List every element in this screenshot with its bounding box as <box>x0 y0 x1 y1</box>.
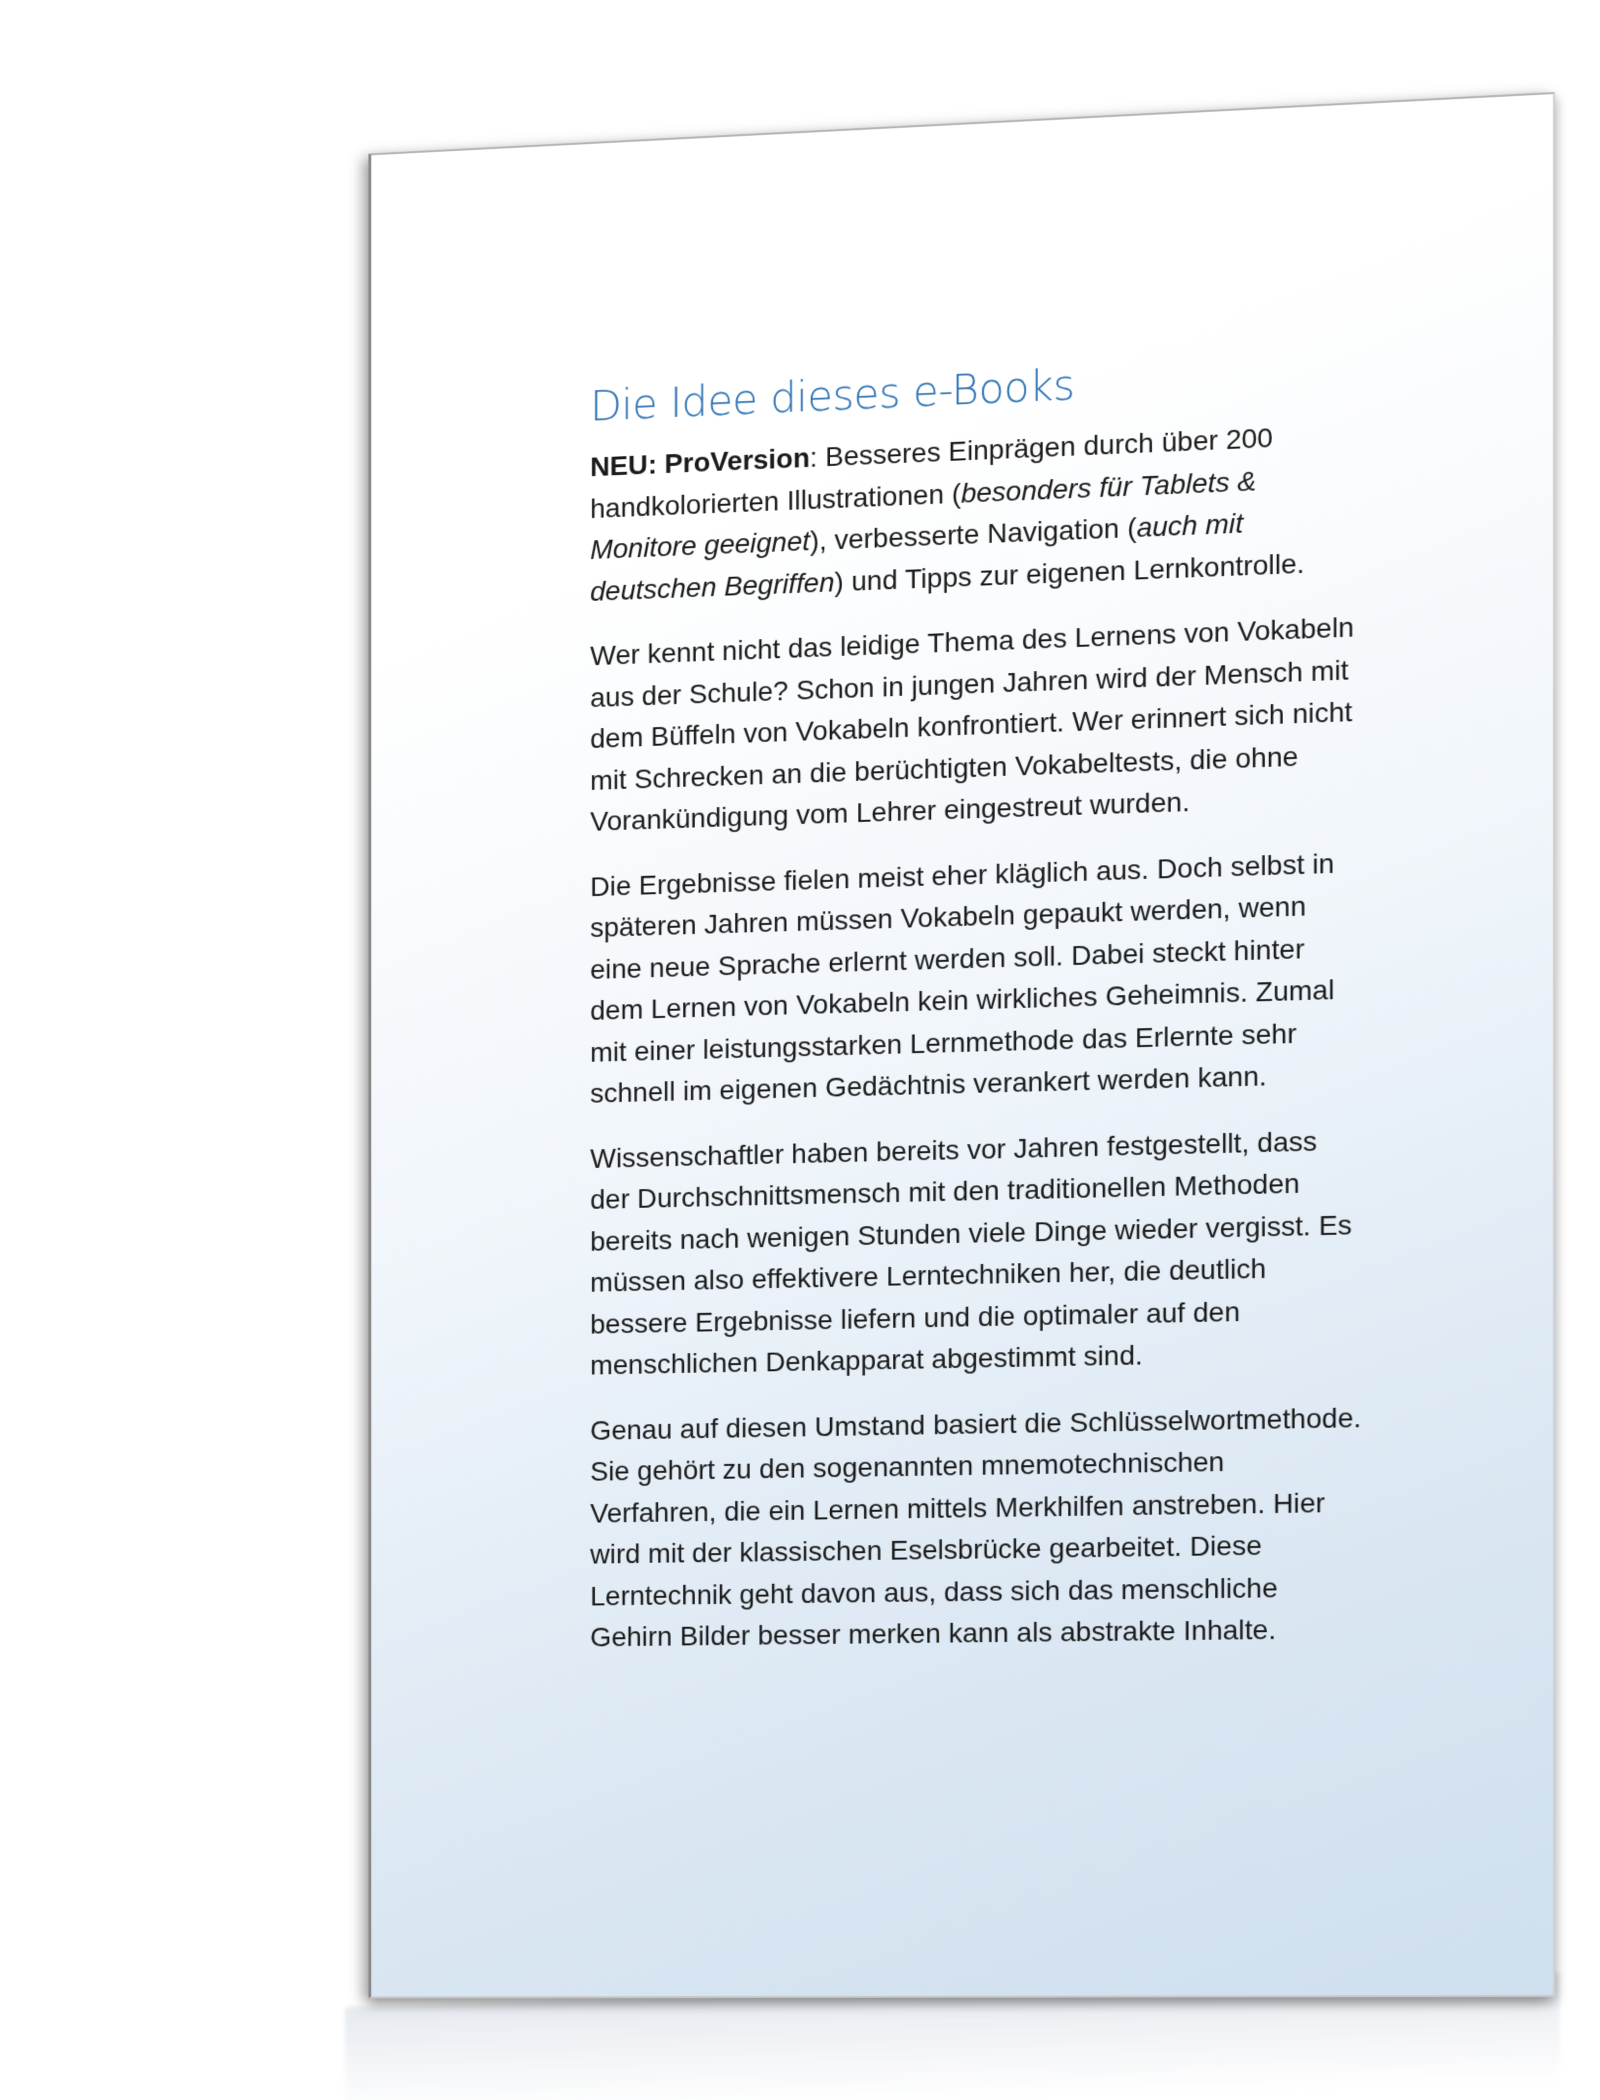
body-paragraph-4: Genau auf diesen Umstand basiert die Schlüsselwortmethode. Sie gehört zu den sogenannten mnemotechnischen Verfahren, die ein Lernen mittels Merkhilfen anstreben. Hier wird mit der klassischen Eselsbrücke gearbeitet. Diese Lerntechnik geht davon aus, dass sich das menschliche Gehirn Bilder besser merken kann als abstrakte Inhalte. <box>590 1401 1362 1654</box>
page-content <box>590 348 1362 1682</box>
intro-italic-2: auch mit deutschen Begriffen <box>590 507 1244 608</box>
body-paragraph-3: Wissenschaftler haben bereits vor Jahren festgestellt, dass der Durchschnittsmensch mit den traditionellen Methoden bereits nach wenigen Stunden viele Dinge wieder vergisst. Es müssen also effektivere Lerntechniken her, die deutlich bessere Ergebnisse liefern und die optimaler auf den menschlichen Denkapparat abgestimmt sind. <box>590 1125 1352 1382</box>
body-paragraph-1: Wer kennt nicht das leidige Thema des Lernens von Vokabeln aus der Schule? Schon in jungen Jahren wird der Mensch mit dem Büffeln von Vokabeln konfrontiert. Wer erinnert sich nicht mit Schrecken an die berüchtigten Vokabeltests, die ohne Vorankündigung vom Lehrer eingestreut wurden. <box>590 611 1355 838</box>
intro-text-2: ), verbesserte Navigation ( <box>809 512 1137 558</box>
intro-text-3: ) und Tipps zur eigenen Lernkontrolle. <box>834 547 1305 598</box>
page-title: Die Idee dieses e-Books <box>590 360 1075 432</box>
intro-paragraph <box>590 413 1362 612</box>
proversion-label: NEU: ProVersion <box>590 442 810 484</box>
document-page <box>368 92 1555 1998</box>
intro-text-1: : Besseres Einprägen durch über 200 handkolorierten Illustrationen ( <box>590 422 1273 525</box>
intro-italic-1: besonders für Tablets & Monitore geeignet <box>590 465 1257 566</box>
body-paragraph-2: Die Ergebnisse fielen meist eher kläglich aus. Doch selbst in späteren Jahren müssen Vokabeln gepaukt werden, wenn eine neue Sprache erlernt werden soll. Dabei steckt hinter dem Lernen von Vokabeln kein wirkliches Geheimnis. Zumal mit einer leistungsstarken Lernmethode das Erlernte sehr schnell im eigenen Gedächtnis verankert werden kann. <box>590 847 1335 1110</box>
page-sheet-wrapper <box>368 92 1555 1998</box>
